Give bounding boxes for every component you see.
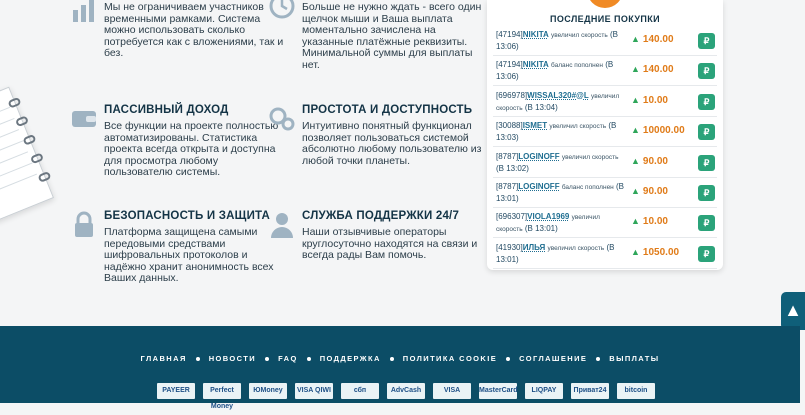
amount-value: 10.00 bbox=[642, 94, 668, 106]
purchase-id: [30088] bbox=[496, 121, 523, 131]
payment-logo: Perfect Money bbox=[203, 383, 241, 399]
arrow-up-icon: ▲ bbox=[631, 94, 640, 105]
amount-value: 90.00 bbox=[642, 186, 668, 197]
feature-time bbox=[104, 2, 284, 60]
purchase-user[interactable]: WISSAL320#@L bbox=[527, 90, 589, 100]
purchases-title: ПОСЛЕДНИЕ ПОКУПКИ bbox=[550, 14, 660, 24]
amount-value: 10000.00 bbox=[642, 125, 685, 137]
ruble-icon: ₽ bbox=[698, 246, 715, 262]
purchase-action: увеличил скорость bbox=[561, 153, 619, 161]
purchase-row bbox=[493, 239, 717, 269]
purchase-desc bbox=[496, 59, 624, 82]
footer-nav bbox=[0, 354, 800, 363]
footer-nav-link[interactable]: НОВОСТИ bbox=[208, 354, 257, 363]
feature-text: Наши отзывчивые операторы круглосуточно находятся на связи и всегда рады Вам помочь. bbox=[302, 226, 478, 261]
purchase-user[interactable]: VIOLA1969 bbox=[527, 212, 570, 222]
feature-title: ПАССИВНЫЙ ДОХОД bbox=[104, 104, 229, 116]
lock-icon bbox=[70, 210, 98, 238]
purchase-action: баланс пополнен bbox=[561, 184, 614, 191]
footer-nav-link[interactable]: СОГЛАШЕНИЕ bbox=[519, 354, 588, 363]
purchase-time: (В 13:06) bbox=[496, 30, 618, 51]
payment-logo: AdvCash bbox=[387, 383, 425, 399]
arrow-up-icon: ▲ bbox=[631, 155, 640, 166]
amount-value: 140.00 bbox=[642, 64, 674, 76]
feature-security bbox=[104, 210, 284, 285]
nav-separator bbox=[196, 357, 200, 361]
amount-value: 10.00 bbox=[642, 216, 668, 228]
purchase-id: [696978] bbox=[496, 90, 528, 100]
purchase-row bbox=[493, 148, 717, 178]
purchase-time: (В 13:03) bbox=[496, 121, 617, 143]
ruble-icon: ₽ bbox=[698, 124, 715, 140]
ruble-icon: ₽ bbox=[698, 215, 715, 231]
feature-support bbox=[302, 210, 482, 262]
purchase-user[interactable]: NIKITA bbox=[522, 30, 549, 39]
purchase-user[interactable]: ISMET bbox=[522, 121, 548, 131]
payment-logo: LIQPAY bbox=[525, 383, 563, 399]
purchase-time: (В 13:04) bbox=[524, 102, 558, 112]
feature-simplicity bbox=[302, 104, 482, 167]
purchase-id: [8787] bbox=[496, 151, 519, 161]
arrow-up-icon: ▲ bbox=[631, 125, 640, 136]
purchase-desc bbox=[496, 242, 624, 265]
feature-text: Интуитивно понятный функционал позволяет пользоваться системой абсолютно любому пользователю из любой точки планеты. bbox=[302, 120, 482, 167]
purchase-row bbox=[493, 208, 717, 238]
footer-nav-link[interactable]: ВЫПЛАТЫ bbox=[609, 354, 660, 363]
purchase-user[interactable]: ИЛЬЯ bbox=[522, 242, 546, 252]
ruble-icon: ₽ bbox=[698, 185, 715, 201]
ruble-icon: ₽ bbox=[698, 155, 715, 171]
feature-title: БЕЗОПАСНОСТЬ И ЗАЩИТА bbox=[104, 210, 271, 222]
purchase-id: [47194] bbox=[496, 60, 523, 70]
purchase-action: увеличил скорость bbox=[551, 32, 608, 39]
purchase-amount bbox=[631, 34, 674, 45]
chart-icon bbox=[70, 0, 98, 24]
purchase-action: увеличил скорость bbox=[549, 123, 607, 131]
purchase-amount bbox=[631, 247, 679, 258]
purchase-time: (В 13:02) bbox=[496, 163, 529, 173]
amount-value: 140.00 bbox=[642, 34, 674, 45]
purchase-desc bbox=[496, 181, 624, 204]
purchase-user[interactable]: NIKITA bbox=[522, 60, 549, 70]
arrow-up-icon: ▲ bbox=[631, 216, 640, 227]
purchase-desc bbox=[496, 29, 624, 52]
amount-value: 90.00 bbox=[642, 155, 668, 167]
purchase-time: (В 13:01) bbox=[496, 242, 615, 264]
purchase-desc bbox=[496, 120, 624, 143]
purchase-row bbox=[493, 26, 717, 56]
purchase-id: [47194] bbox=[496, 30, 523, 39]
purchase-id: [696307] bbox=[496, 212, 528, 222]
ruble-icon: ₽ bbox=[698, 94, 715, 110]
arrow-up-icon: ▲ bbox=[631, 34, 640, 44]
purchase-id: [41930] bbox=[496, 242, 523, 252]
payment-logo: VISA bbox=[433, 383, 471, 399]
nav-separator bbox=[265, 357, 269, 361]
nav-separator bbox=[390, 357, 394, 361]
clock-icon bbox=[268, 0, 296, 20]
payment-logo: MasterCard bbox=[479, 383, 517, 399]
purchase-action: баланс пополнен bbox=[551, 62, 603, 70]
purchase-amount bbox=[631, 156, 668, 167]
purchase-amount bbox=[631, 216, 668, 227]
feature-text: Все функции на проекте полностью автоматизированы. Статистика проекта всегда открыта и доступна для просмотра любому пользователю системы. bbox=[104, 120, 279, 178]
feature-text: Мы не ограничиваем участников временными рамками. Система можно использовать сколько потребуется как с вложениями, так и без. bbox=[104, 1, 284, 59]
arrow-up-icon: ▲ bbox=[631, 64, 640, 75]
purchase-action: увеличил скорость bbox=[547, 244, 605, 252]
feature-title: ПРОСТОТА И ДОСТУПНОСТЬ bbox=[302, 104, 473, 116]
notebook-decoration bbox=[0, 87, 54, 234]
purchase-amount bbox=[631, 64, 674, 75]
purchase-row bbox=[493, 178, 717, 208]
purchase-desc bbox=[496, 211, 624, 235]
payment-logo: VISA QIWI bbox=[295, 383, 333, 399]
feature-text: Платформа защищена самыми передовыми средствами шифровальных протоколов и надёжно хранит анонимность всех Ваших данных. bbox=[104, 226, 274, 284]
feature-text: Больше не нужно ждать - всего один щелчок мыши и Ваша выплата моментально зачислена на указанные платёжные реквизиты. Минимальной суммы для выплаты нет. bbox=[302, 1, 482, 71]
purchase-amount bbox=[631, 95, 668, 106]
purchase-time: (В 13:01) bbox=[496, 182, 625, 203]
footer bbox=[0, 326, 800, 410]
feature-title: СЛУЖБА ПОДДЕРЖКИ 24/7 bbox=[302, 210, 460, 222]
scroll-to-top-button[interactable] bbox=[781, 292, 805, 330]
purchase-amount bbox=[631, 125, 685, 136]
footer-nav-link[interactable]: FAQ bbox=[278, 354, 298, 363]
payment-logo: bitcoin bbox=[617, 383, 655, 399]
amount-value: 1050.00 bbox=[642, 246, 680, 258]
purchase-amount bbox=[631, 186, 668, 197]
ruble-icon: ₽ bbox=[698, 63, 715, 79]
latest-purchases-panel bbox=[487, 0, 723, 270]
purchase-time: (В 13:06) bbox=[496, 60, 614, 82]
purchase-action: увеличил скорость bbox=[496, 92, 620, 112]
purchase-user[interactable]: LOGINOFF bbox=[518, 151, 560, 161]
feature-fast bbox=[302, 2, 482, 71]
arrow-up-icon: ▲ bbox=[631, 186, 640, 196]
purchase-time: (В 13:01) bbox=[524, 224, 558, 234]
purchase-row bbox=[493, 87, 717, 117]
purchase-action: увеличил скорость bbox=[496, 214, 600, 234]
arrow-up-icon: ▲ bbox=[784, 300, 802, 320]
coin-icon bbox=[587, 0, 623, 8]
nav-separator bbox=[506, 357, 510, 361]
gears-icon bbox=[268, 104, 296, 132]
footer-nav-link[interactable]: ПОЛИТИКА COOKIE bbox=[402, 354, 498, 363]
purchase-id: [8787] bbox=[496, 182, 519, 191]
nav-separator bbox=[596, 357, 600, 361]
ruble-icon: ₽ bbox=[698, 33, 715, 49]
payment-logo: PAYEER bbox=[157, 383, 195, 399]
purchase-row bbox=[493, 56, 717, 86]
feature-passive-income bbox=[104, 104, 284, 179]
user-icon bbox=[268, 210, 296, 238]
wallet-icon bbox=[70, 104, 98, 132]
footer-nav-link[interactable]: ГЛАВНАЯ bbox=[140, 354, 187, 363]
arrow-up-icon: ▲ bbox=[631, 246, 640, 257]
payment-logo: ЮMoney bbox=[249, 383, 287, 399]
footer-nav-link[interactable]: ПОДДЕРЖКА bbox=[319, 354, 381, 363]
payment-logo: Приват24 bbox=[571, 383, 609, 399]
purchase-user[interactable]: LOGINOFF bbox=[518, 182, 560, 191]
payment-logo: сбп bbox=[341, 383, 379, 399]
purchase-desc bbox=[496, 90, 624, 114]
purchase-row bbox=[493, 117, 717, 147]
purchase-desc bbox=[496, 151, 624, 174]
nav-separator bbox=[307, 357, 311, 361]
